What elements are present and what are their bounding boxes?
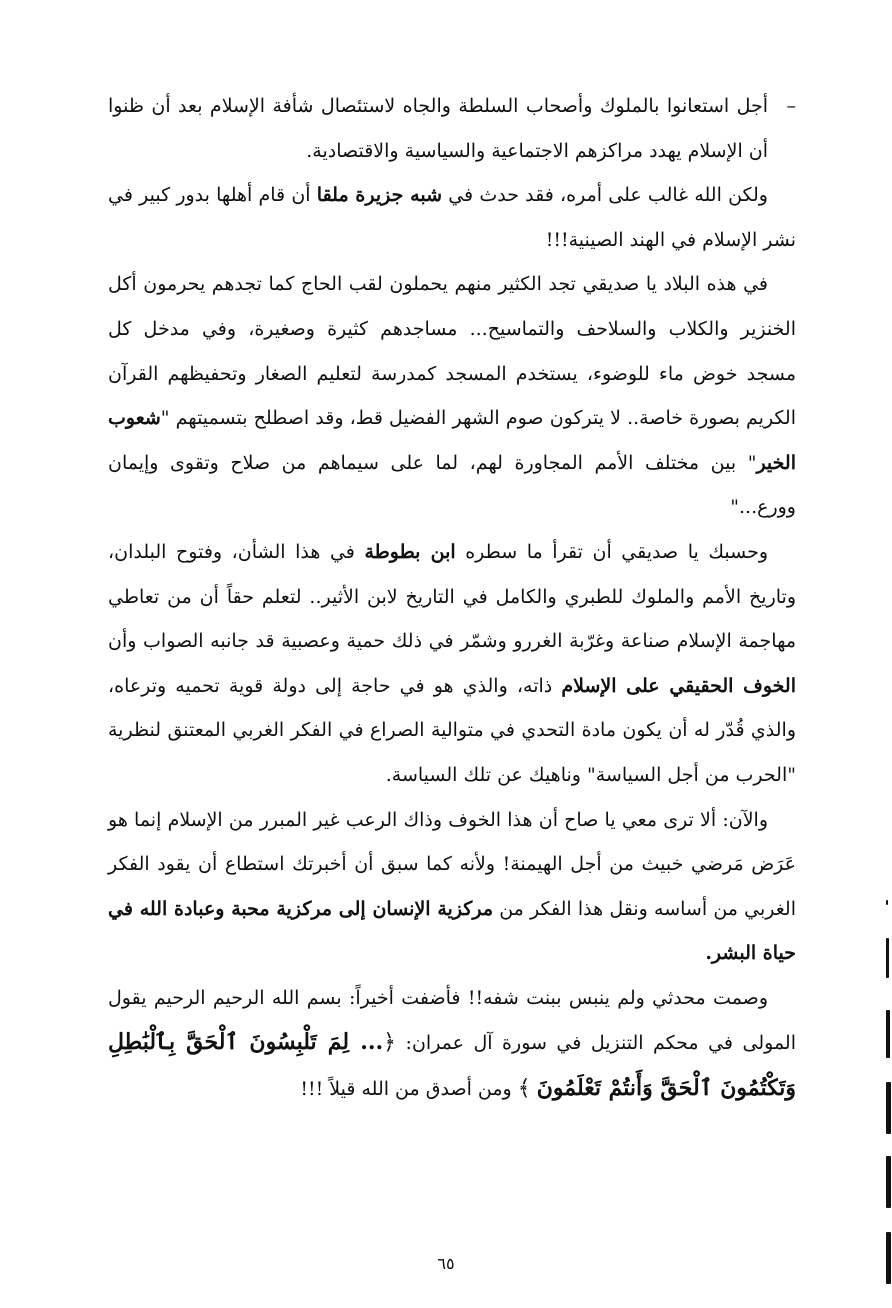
paragraph-quran — [108, 976, 796, 1112]
paragraph-text: في هذا الشأن، وفتوح البلدان، وتاريخ الأمم والملوك للطبري والكامل في التاريخ لابن الأثير.. لتعلم حقاً أن من تعاطي مهاجمة الإسلام صناعة وغرّبة الغررو وشمّر في ذلك حمية وعصبية قد جانبه الصواب وأن — [108, 540, 796, 653]
paragraph-customs — [108, 262, 796, 530]
paragraph-ibn-battuta — [108, 530, 796, 798]
bold-phrase: الخوف الحقيقي على الإسلام — [561, 674, 796, 697]
scan-edge-marks — [883, 0, 892, 1308]
quran-close-bracket: ﴾ — [517, 1076, 531, 1102]
edge-mark — [886, 1156, 891, 1208]
quran-verse: ... لِمَ تَلْبِسُونَ ٱلْحَقَّ بِٱلْبَٰطِلِ وَتَكْتُمُونَ ٱلْحَقَّ وَأَنتُمْ تَعْلَمُونَ — [108, 1029, 796, 1102]
paragraph-text: أن قام أهلها بدور كبير في نشر الإسلام في الهند الصينية!!! — [108, 184, 796, 251]
edge-mark — [886, 1082, 891, 1134]
bullet-paragraph — [108, 84, 796, 173]
bold-phrase: ابن بطوطة — [364, 540, 456, 563]
bold-phrase: شعوب الخير — [108, 407, 796, 474]
edge-mark — [886, 1232, 891, 1284]
bullet-text: أجل استعانوا بالملوك وأصحاب السلطة والجاه لاستئصال شأفة الإسلام بعد أن ظنوا أن الإسلام يهدد مراكزهم الاجتماعية والسياسية والاقتصادية. — [108, 95, 768, 162]
dash-marker: – — [786, 95, 796, 117]
page-body — [108, 84, 796, 1112]
bold-phrase: مركزية الإنسان إلى مركزية محبة وعبادة الله في حياة البشر. — [108, 897, 796, 965]
edge-mark — [886, 900, 888, 905]
paragraph-text: وحسبك يا صديقي أن تقرأ ما سطره — [455, 540, 768, 563]
paragraph-text: " بين مختلف الأمم المجاورة لهم، لما على سيماهم من صلاح وتقوى وإيمان وورع..." — [108, 451, 796, 519]
bold-phrase: شبه جزيرة ملقا — [316, 184, 443, 207]
paragraph-text: وصمت محدثي ولم ينبس ببنت شفه!! فأضفت أخيراً: بسم الله الرحيم الرحيم يقول المولى في محكم التنزيل في سورة آل عمران: — [108, 986, 796, 1055]
paragraph-text: ومن أصدق من الله قيلاً !!! — [300, 1078, 518, 1101]
paragraph-malacca — [108, 173, 796, 262]
page-number: ٦٥ — [437, 1254, 455, 1273]
paragraph-text: في هذه البلاد يا صديقي تجد الكثير منهم يحملون لقب الحاج كما تجدهم يحرمون أكل الخنزير والكلاب والسلاحف والتماسيح... مساجدهم كثيرة وصغيرة، وفي مدخل كل مسجد خوض ماء للوضوء، يستخدم المسجد كمدرسة لتعليم الصغار وتحفيظهم القرآن الكريم بصورة خاصة.. لا يتركون صوم الشهر الفضيل قط، وقد اصطلح بتسميتهم " — [108, 273, 796, 430]
quran-open-bracket: ﴿ — [383, 1030, 397, 1056]
edge-mark — [886, 1010, 890, 1058]
edge-mark — [886, 938, 889, 978]
paragraph-text: ذاته، والذي هو في حاجة إلى دولة قوية تحميه وترعاه، والذي قُدّر له أن يكون مادة التحدي في متوالية الصراع في الفكر الغربي المعتنق لنظرية "الحرب من أجل السياسة" وناهيك عن تلك السياسة. — [108, 674, 796, 786]
paragraph-text: ولكن الله غالب على أمره، فقد حدث في — [442, 184, 768, 207]
paragraph-fear — [108, 798, 796, 976]
paragraph-text: والآن: ألا ترى معي يا صاح أن هذا الخوف وذاك الرعب غير المبرر من الإسلام إنما هو عَرَض مَرضي خبيث من أجل الهيمنة! ولأنه كما سبق أن أخبرتك استطاع أن يقود الفكر الغربي من أساسه ونقل هذا الفكر من — [108, 808, 797, 920]
